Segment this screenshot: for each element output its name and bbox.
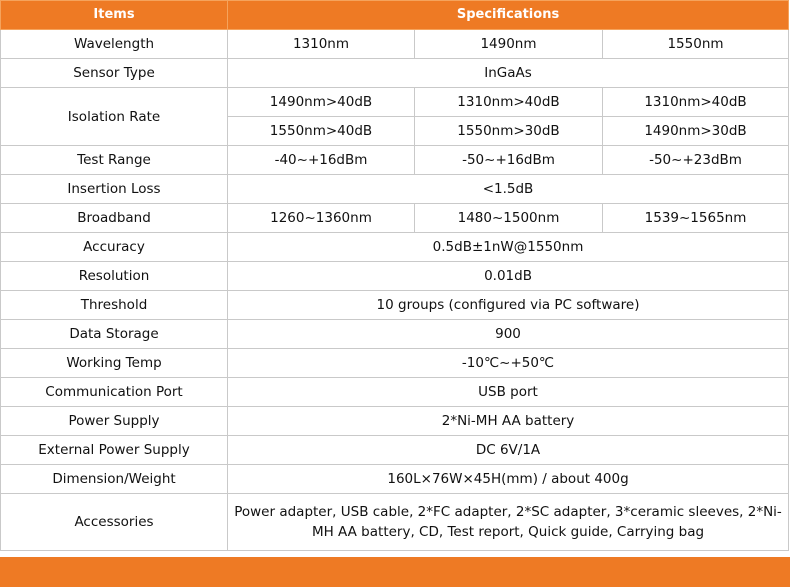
row-label: Threshold <box>1 291 228 320</box>
cell-value: 1490nm <box>415 30 603 59</box>
row-label: Communication Port <box>1 378 228 407</box>
cell-value: -50~+16dBm <box>415 146 603 175</box>
table-row-threshold <box>1 291 789 320</box>
row-label: Data Storage <box>1 320 228 349</box>
table-row-isolation-rate <box>1 88 789 117</box>
table-row-communication-port <box>1 378 789 407</box>
row-label: Dimension/Weight <box>1 465 228 494</box>
cell-value: 1260~1360nm <box>228 204 415 233</box>
row-label: Sensor Type <box>1 59 228 88</box>
footer-bar <box>0 557 790 587</box>
cell-value: 160L×76W×45H(mm) / about 400g <box>228 465 789 494</box>
cell-value: 1480~1500nm <box>415 204 603 233</box>
cell-value: DC 6V/1A <box>228 436 789 465</box>
table-row-accuracy <box>1 233 789 262</box>
table-row-sensor-type <box>1 59 789 88</box>
table-row-data-storage <box>1 320 789 349</box>
cell-value: 900 <box>228 320 789 349</box>
table-row-broadband <box>1 204 789 233</box>
cell-value: 10 groups (configured via PC software) <box>228 291 789 320</box>
cell-value: 1550nm <box>603 30 789 59</box>
table-row-accessories <box>1 494 789 551</box>
row-label: Resolution <box>1 262 228 291</box>
row-label: Test Range <box>1 146 228 175</box>
cell-value: USB port <box>228 378 789 407</box>
row-label: Power Supply <box>1 407 228 436</box>
cell-value: -50~+23dBm <box>603 146 789 175</box>
table-row-dimension-weight <box>1 465 789 494</box>
row-label: Insertion Loss <box>1 175 228 204</box>
header-items: Items <box>1 1 228 30</box>
header-specifications: Specifications <box>228 1 789 30</box>
row-label: Accessories <box>1 494 228 551</box>
cell-value: 1550nm>30dB <box>415 117 603 146</box>
cell-value: 0.5dB±1nW@1550nm <box>228 233 789 262</box>
cell-value: 1310nm <box>228 30 415 59</box>
cell-value: 1550nm>40dB <box>228 117 415 146</box>
cell-value: 1490nm>30dB <box>603 117 789 146</box>
table-row-power-supply <box>1 407 789 436</box>
row-label: Broadband <box>1 204 228 233</box>
row-label: Working Temp <box>1 349 228 378</box>
cell-value: 2*Ni-MH AA battery <box>228 407 789 436</box>
table-row-insertion-loss <box>1 175 789 204</box>
cell-value: Power adapter, USB cable, 2*FC adapter, 2*SC adapter, 3*ceramic sleeves, 2*Ni-MH AA battery, CD, Test report, Quick guide, Carrying bag <box>228 494 789 551</box>
cell-value: 1310nm>40dB <box>415 88 603 117</box>
table-row-resolution <box>1 262 789 291</box>
cell-value: <1.5dB <box>228 175 789 204</box>
table-header-row <box>1 1 789 30</box>
table-row-wavelength <box>1 30 789 59</box>
cell-value: -40~+16dBm <box>228 146 415 175</box>
cell-value: 1490nm>40dB <box>228 88 415 117</box>
cell-value: 1539~1565nm <box>603 204 789 233</box>
row-label: External Power Supply <box>1 436 228 465</box>
row-label: Accuracy <box>1 233 228 262</box>
cell-value: 1310nm>40dB <box>603 88 789 117</box>
table-row-external-power-supply <box>1 436 789 465</box>
cell-value: 0.01dB <box>228 262 789 291</box>
cell-value: InGaAs <box>228 59 789 88</box>
table-row-test-range <box>1 146 789 175</box>
row-label: Isolation Rate <box>1 88 228 146</box>
cell-value: -10℃~+50℃ <box>228 349 789 378</box>
table-row-working-temp <box>1 349 789 378</box>
row-label: Wavelength <box>1 30 228 59</box>
